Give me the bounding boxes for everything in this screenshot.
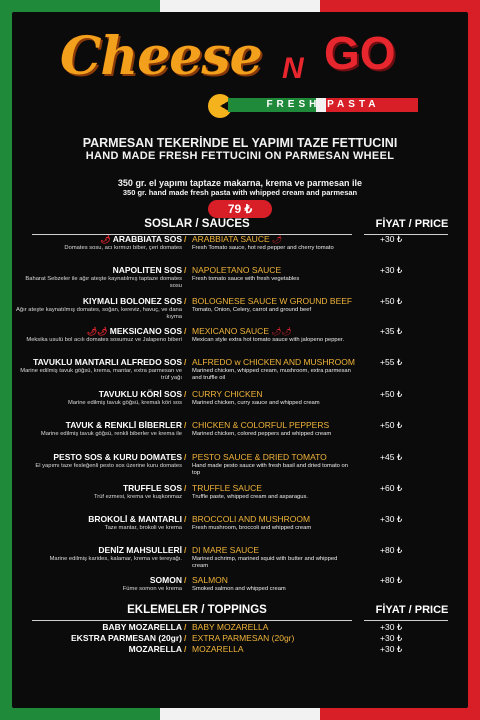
topping-name-tr: MOZARELLA	[128, 644, 182, 654]
item-name-en: TRUFFLE SAUCE	[192, 483, 262, 493]
topping-name-en: BABY MOZARELLA	[192, 622, 269, 632]
item-name-tr: NAPOLITEN SOS	[112, 265, 182, 275]
title-en: HAND MADE FRESH FETTUCINI ON PARMESAN WHEEL	[85, 150, 395, 162]
topping-name-tr: EKSTRA PARMESAN (20gr)	[71, 633, 182, 643]
toppings-price-col: FİYAT / PRICE	[375, 604, 449, 616]
toppings-title: EKLEMELER / TOPPINGS	[127, 604, 267, 616]
logo	[12, 12, 468, 122]
item-name-tr: KIYMALI BOLONEZ SOS	[82, 296, 182, 306]
sauces-title: SOSLAR / SAUCES	[144, 218, 250, 230]
list-item: BABY MOZARELLA / BABY MOZARELLA +30 ₺	[102, 622, 403, 632]
item-name-en: MEXICANO SAUCE	[192, 326, 269, 336]
item-desc-en: Tomato, Onion, Celery, carrot and ground beef	[192, 307, 312, 313]
item-price: +30 ₺	[380, 265, 403, 275]
item-price: +45 ₺	[380, 452, 403, 462]
topping-price: +30 ₺	[380, 622, 403, 632]
logo-go-text: GO	[324, 27, 396, 79]
item-desc-en: Fresh Tomato sauce, hot red pepper and cherry tomato	[192, 245, 334, 251]
item-name-tr: TRUFFLE SOS	[122, 483, 182, 493]
item-name-tr: ARABBIATA SOS	[112, 234, 182, 244]
item-desc-en: Fresh mushroom, broccoli and whipped cream	[192, 525, 312, 531]
item-desc-tr: Trüf ezmesi, krema ve kuşkonmaz	[93, 494, 182, 500]
item-desc-en: Marined chicken, whipped cream, mushroom, extra parmesan and truffle oil	[192, 368, 351, 381]
item-desc-tr: Taze mantar, brokoli ve krema	[104, 525, 182, 531]
item-name-en: SALMON	[192, 575, 228, 585]
item-name-en: CHICKEN & COLORFUL PEPPERS	[192, 420, 330, 430]
item-name-tr: DENİZ MAHSULLERİ	[98, 545, 182, 555]
chili-pepper-icon: 🌶🌶	[271, 327, 292, 336]
item-name-tr: BROKOLİ & MANTARLI	[88, 514, 182, 524]
item-name-en: PESTO SAUCE & DRIED TOMATO	[192, 452, 327, 462]
sauces-price-col: FİYAT / PRICE	[375, 218, 449, 230]
item-price: +30 ₺	[380, 234, 403, 244]
item-price: +80 ₺	[380, 545, 403, 555]
item-name-en: BOLOGNESE SAUCE W GROUND BEEF	[192, 296, 353, 306]
item-desc-en: Marined chicken, curry sauce and whipped cream	[192, 400, 320, 406]
item-name-tr: SOMON	[149, 575, 182, 585]
item-name-en: DI MARE SAUCE	[192, 545, 260, 555]
item-desc-en: Smoked salmon and whipped cream	[192, 586, 286, 592]
item-desc-tr: Marine edilmiş tavuk göğsü, renkli biberler ve krema ile	[40, 431, 182, 437]
item-desc-tr: Meksika usulü bol acılı domates sosumuz ve Jalapeno biberi	[26, 337, 182, 343]
item-desc-tr: El yapımı taze fesleğenli pesto sos üzerine kuru domates	[35, 463, 182, 469]
item-name-en: BROCCOLI AND MUSHROOM	[192, 514, 311, 524]
item-desc-tr: Marine edilmiş karides, kalamar, krema ve tereyağı.	[49, 556, 182, 562]
item-desc-tr: Füme somon ve krema	[122, 586, 182, 592]
tagline: FRESH PASTA	[266, 99, 380, 110]
item-name-en: NAPOLETANO SAUCE	[192, 265, 282, 275]
item-desc-en: Marined schrimp, marined squid with butter and whipped cream	[192, 556, 338, 569]
item-name-tr: MEKSICANO SOS	[109, 326, 182, 336]
sauces-header	[12, 216, 468, 234]
item-desc-tr: Domates sosu, acı kırmızı biber, çeri domates	[64, 245, 182, 251]
desc-tr: 350 gr. el yapımı taptaze makarna, krema ve parmesan ile	[117, 178, 363, 188]
fresh-pasta-banner	[228, 98, 418, 112]
logo-cheese-text: Cheese	[60, 26, 262, 87]
item-desc-en: Marined chicken, colored peppers and whipped cream	[192, 431, 332, 437]
item-price: +80 ₺	[380, 575, 403, 585]
item-name-en: ALFREDO w CHICKEN AND MUSHROOM	[192, 357, 355, 367]
chili-pepper-icon: 🌶🌶	[87, 327, 108, 336]
chili-pepper-icon: 🌶	[272, 235, 283, 244]
title-tr: PARMESAN TEKERİNDE EL YAPIMI TAZE FETTUCINI	[82, 136, 398, 150]
item-name-tr: PESTO SOS & KURU DOMATES	[53, 452, 182, 462]
item-price: +50 ₺	[380, 296, 403, 306]
item-price: +30 ₺	[380, 514, 403, 524]
menu-board: Cheese N GO FRESH PASTA PARMESAN TEKERİNDE EL YAPIMI TAZE FETTUCINI HAND MADE FRESH FETTUCINI ON PARMESAN WHEEL 350 gr. el yapımı taptaze makarna, krema ve parmesan ile 350 gr. hand made fresh pasta with whipped cream and parmesan 79 ₺ SOSLAR / SAUCES FİYAT / PRICE 🌶 ARABBIATA SOS Domates sosu, acı kırmızı biber, çeri domates / ARABBIATA SAUCE 🌶 Fresh Tomato sauce, hot red pepper and cherry tomato +30 ₺ NAPOLITEN SOS Baharat Sebzeler ile ağır ateşte kaynatılmış taptaze domates sosu / NAPOLETANO SAUCE Fresh tomato sauce with fresh vegetables +30 ₺ KIYMALI BOLONEZ SOS Ağır ateşte kaynatılmış domates, soğan, kereviz, havuç, ve dana kıyma / BOLOGNESE SAUCE W GROUND BEEF Tomato, Onion, Celery, carrot and ground beef +50 ₺ 🌶🌶 MEKSICANO SOS Meksika usulü bol acılı domates sosumuz ve Jalapeno biberi / MEXICANO SAUCE 🌶🌶 Mexican style extra hot tomato sauce with jalopeno pepper. +35 ₺ TAVUKLU MANTARLI ALFREDO SOS Marine edilmiş tavuk göğsü, krema, mantar, extra parmesan ve trüf yağı / ALFREDO w CHICKEN AND MUSHROOM Marined chicken, whipped cream, mushroom, extra parmesan and truffle oil +55 ₺ TAVUKLU KÖRİ SOS Marine edilmiş tavuk göğsü, kremalı köri sos / CURRY CHICKEN Marined chicken, curry sauce and whipped cream +50 ₺ TAVUK & RENKLİ BİBERLER Marine edilmiş tavuk göğsü, renkli biberler ve krema ile / CHICKEN & COLORFUL PEPPERS Marined chicken, colored peppers and whipped cream +50 ₺ PESTO SOS & KURU DOMATES El yapımı taze fesleğenli pesto sos üzerine kuru domates / PESTO SAUCE & DRIED TOMATO Hand made pesto sauce with fresh basil and dried tomato on top +45 ₺ TRUFFLE SOS Trüf ezmesi, krema ve kuşkonmaz / TRUFFLE SAUCE Truffle paste, whipped cream and asparagus. +60 ₺ BROKOLİ & MANTARLI Taze mantar, brokoli ve krema / BROCCOLI AND MUSHROOM Fresh mushroom, broccoli and whipped cream +30 ₺ DENİZ MAHSULLERİ Marine edilmiş karides, kalamar, krema ve tereyağı. / DI MARE SAUCE Marined schrimp, marined squid with butter and whipped cream +80 ₺ SOMON Füme somon ve krema / SALMON Smoked salmon and whipped cream +80 ₺ EKLEMELER / TOPPINGS FİYAT / PRICE BABY MOZARELLA / BABY MOZARELLA +30 ₺ EKSTRA PARMESAN (20gr) / EXTRA PARMESAN (20gr) +30 ₺ MOZARELLA / MOZARELLA +30 ₺	[12, 12, 468, 708]
list-item: EKSTRA PARMESAN (20gr) / EXTRA PARMESAN (20gr) +30 ₺	[71, 633, 403, 643]
item-name-tr: TAVUKLU MANTARLI ALFREDO SOS	[33, 357, 182, 367]
item-desc-tr: Marine edilmiş tavuk göğsü, krema, mantar, extra parmesan ve trüf yağı	[20, 368, 182, 381]
logo-n-text: N	[282, 52, 304, 85]
item-price: +50 ₺	[380, 420, 403, 430]
item-desc-tr: Marine edilmiş tavuk göğsü, kremalı köri sos	[67, 400, 182, 406]
item-price: +55 ₺	[380, 357, 403, 367]
toppings-header	[12, 602, 468, 620]
topping-name-en: MOZARELLA	[192, 644, 244, 654]
topping-name-tr: BABY MOZARELLA	[102, 622, 182, 632]
item-desc-en: Fresh tomato sauce with fresh vegetables	[192, 276, 300, 282]
item-desc-tr: Ağır ateşte kaynatılmış domates, soğan, kereviz, havuç, ve dana kıyma	[16, 307, 182, 320]
item-price: +35 ₺	[380, 326, 403, 336]
topping-name-en: EXTRA PARMESAN (20gr)	[192, 633, 295, 643]
chili-pepper-icon: 🌶	[100, 235, 111, 244]
topping-price: +30 ₺	[380, 633, 403, 643]
item-name-en: ARABBIATA SAUCE	[192, 234, 270, 244]
base-price-badge: 79 ₺	[208, 200, 272, 218]
item-name-tr: TAVUKLU KÖRİ SOS	[98, 389, 182, 399]
item-desc-tr: Baharat Sebzeler ile ağır ateşte kaynatılmış taptaze domates sosu	[25, 276, 182, 289]
item-price: +60 ₺	[380, 483, 403, 493]
topping-price: +30 ₺	[380, 644, 403, 654]
item-name-en: CURRY CHICKEN	[192, 389, 263, 399]
item-desc-en: Truffle paste, whipped cream and asparagus.	[192, 494, 309, 500]
desc-en: 350 gr. hand made fresh pasta with whipped cream and parmesan	[122, 188, 358, 197]
item-price: +50 ₺	[380, 389, 403, 399]
item-name-tr: TAVUK & RENKLİ BİBERLER	[65, 420, 182, 430]
item-desc-en: Mexican style extra hot tomato sauce with jalopeno pepper.	[192, 337, 345, 343]
list-item: MOZARELLA / MOZARELLA +30 ₺	[128, 644, 403, 654]
item-desc-en: Hand made pesto sauce with fresh basil and dried tomato on top	[192, 463, 348, 476]
